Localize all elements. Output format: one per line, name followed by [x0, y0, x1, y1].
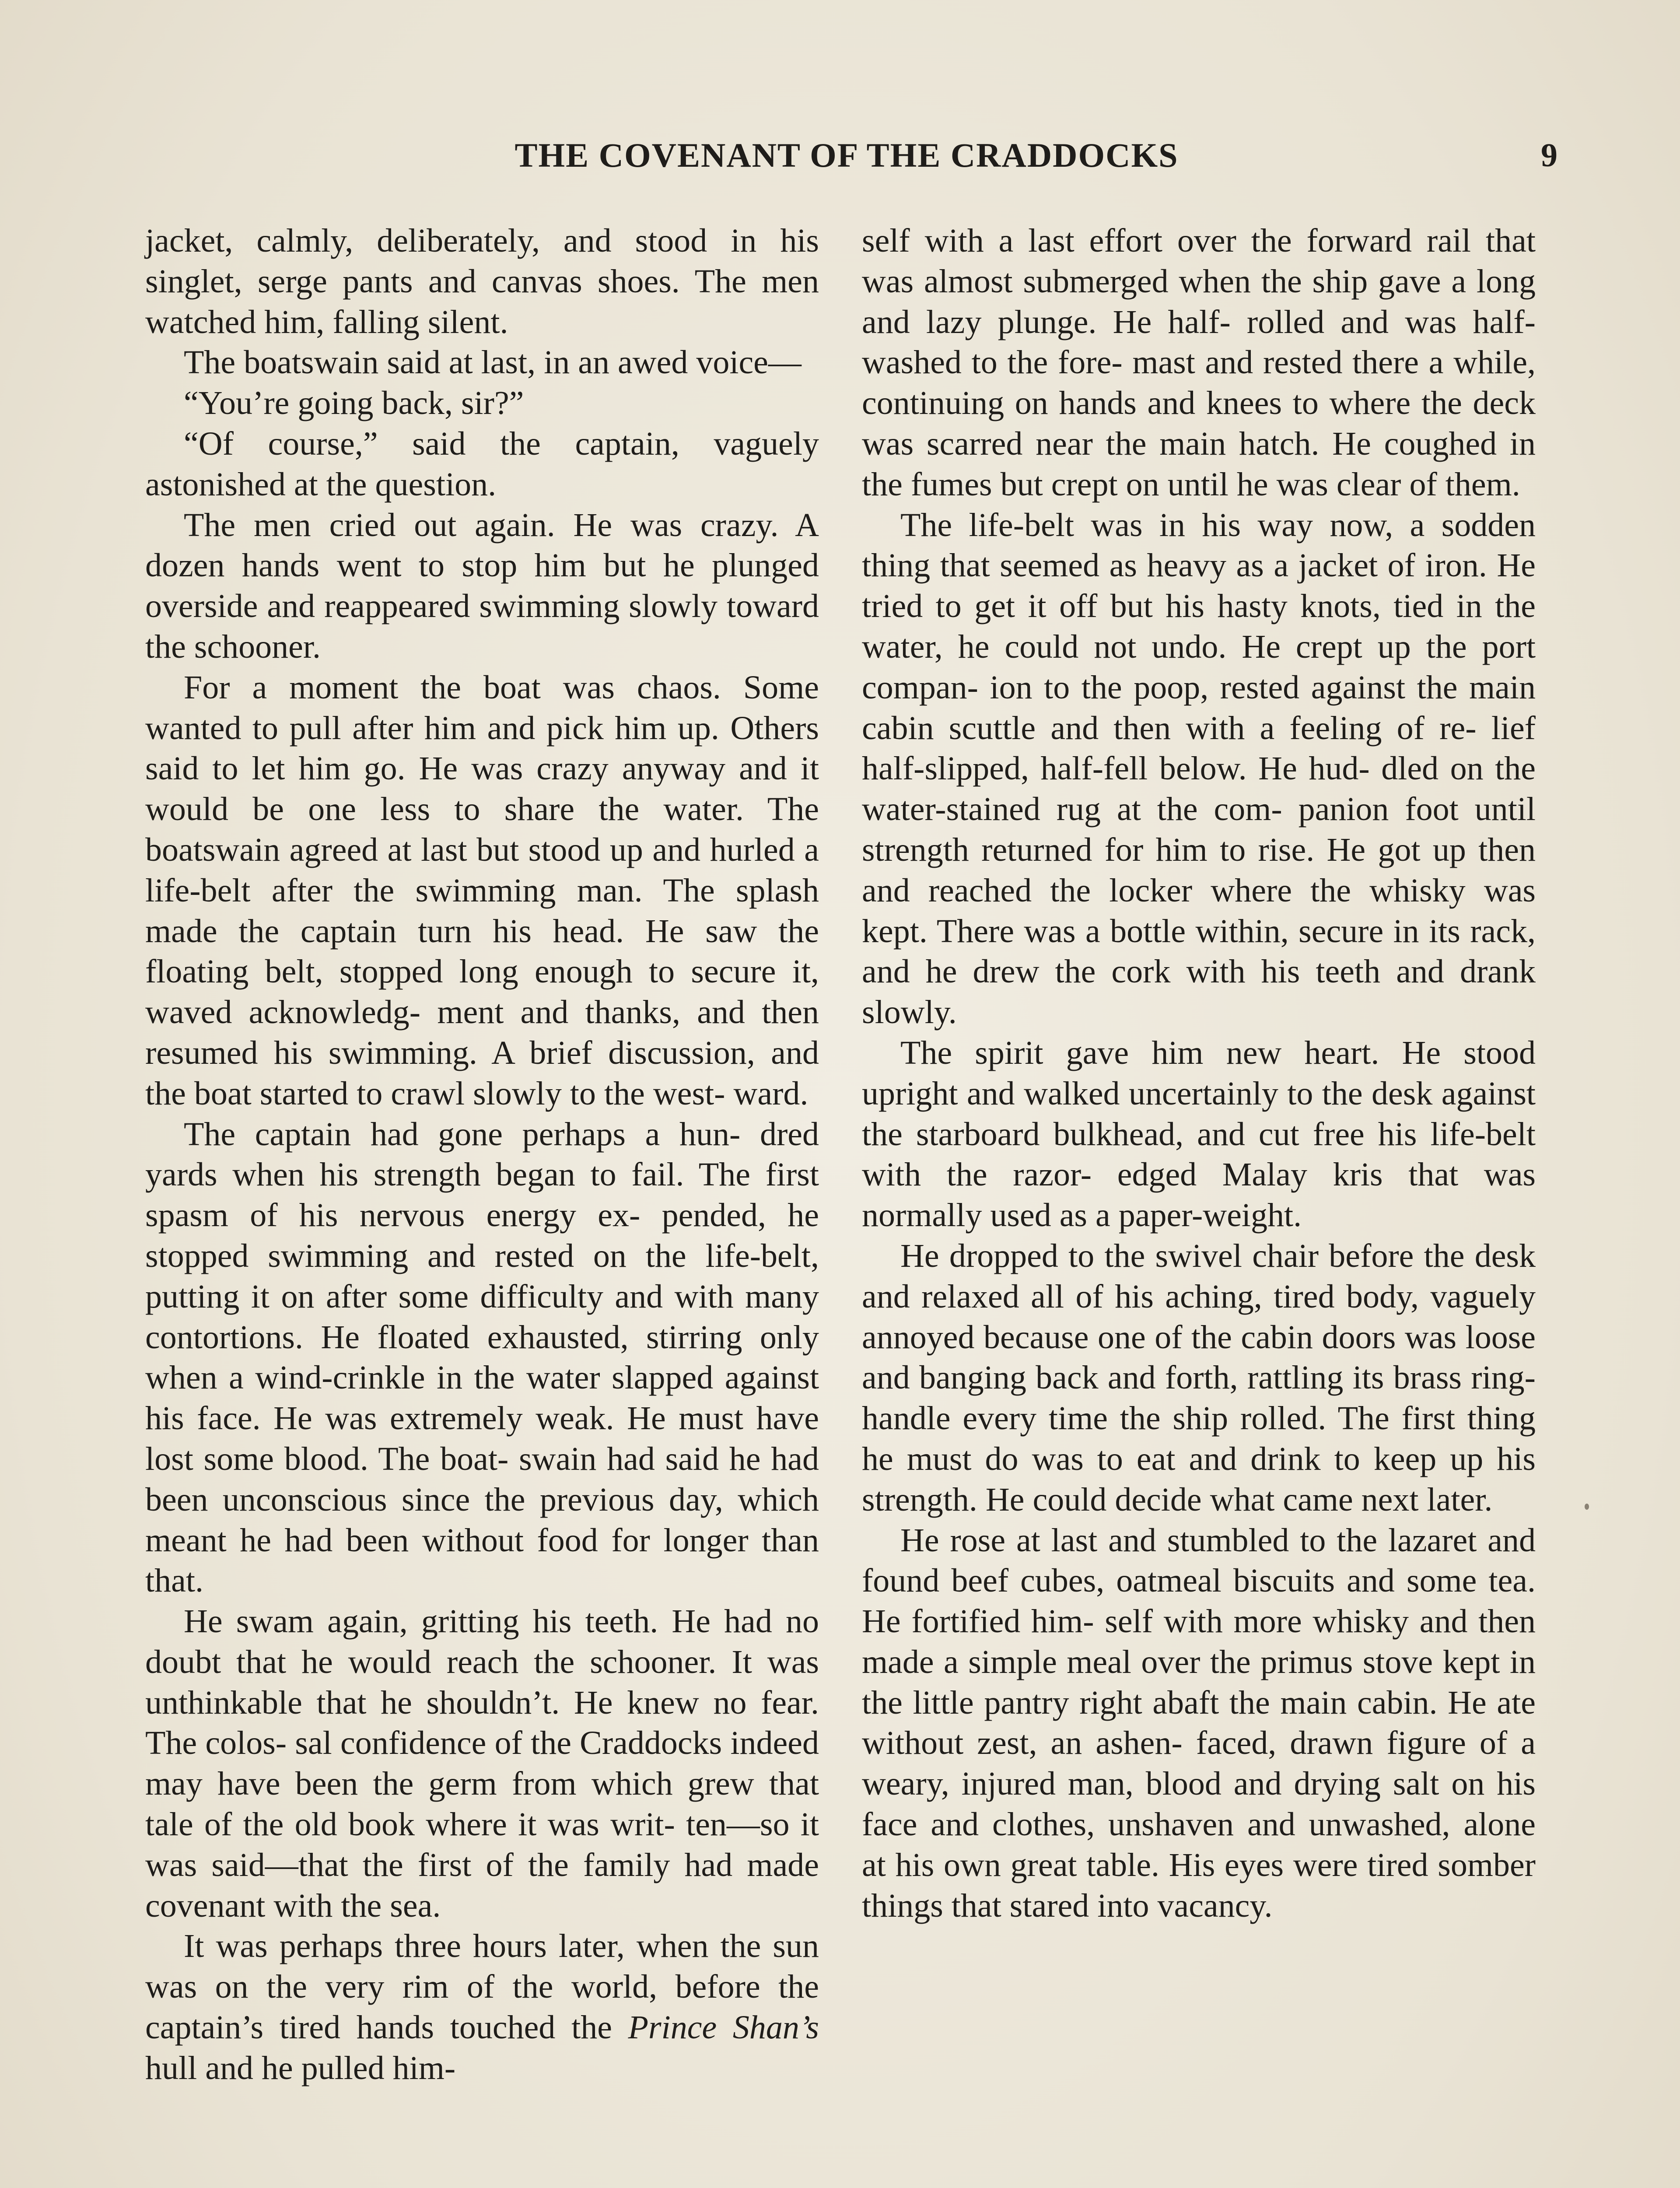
- text-line: tired body, vaguely annoyed because one: [862, 1278, 1536, 1356]
- paragraph: [862, 505, 1536, 1033]
- text-line: was crazy anyway and it would be one: [145, 750, 819, 828]
- text-line: There was a bottle within, secure in its: [936, 912, 1460, 950]
- text-line: crazy. A dozen hands went to stop him: [145, 506, 819, 584]
- text-line: that tale of the old book where it was writ-: [145, 1765, 819, 1843]
- text-line: He swam again, gritting his teeth. He: [184, 1603, 711, 1640]
- text-line: biscuits and some tea. He fortified him-: [862, 1562, 1536, 1640]
- paragraph: [862, 1236, 1536, 1520]
- text-line: scarred near the main hatch. He coughed: [926, 425, 1497, 462]
- text-line: The men watched him, falling silent.: [145, 263, 819, 340]
- text-line: He rose at last and stumbled to the: [900, 1522, 1378, 1559]
- text-line: dled on the water-stained rug at the com-: [862, 750, 1536, 828]
- text-line: ment and thanks, and then resumed his: [145, 994, 819, 1071]
- text-line: man, blood and drying salt on his face: [862, 1765, 1536, 1843]
- text-line: the sun was on the very rim of the world,: [145, 1928, 819, 2006]
- text-line: jacket, calmly, deliberately, and stood in: [145, 222, 757, 259]
- text-line: and clothes, unshaven and unwashed,: [931, 1806, 1450, 1843]
- running-head: [0, 131, 1680, 179]
- text-line: lief half-slipped, half-fell below. He hud-: [862, 709, 1536, 787]
- text-line: He dropped to the swivel chair before: [900, 1237, 1414, 1274]
- text-line: back and forth, rattling its brass ring-: [1036, 1359, 1536, 1396]
- text-line: but he plunged overside and reappeared: [145, 547, 819, 625]
- text-line: in the little pantry right abaft the main: [862, 1643, 1536, 1721]
- text-line: swimming. A brief discussion, and the: [145, 1034, 819, 1112]
- text-line: enough to secure it, waved acknowledg-: [145, 953, 819, 1031]
- text-line: as a paper-weight.: [1059, 1197, 1302, 1234]
- text-line: pended, he stopped swimming and rested: [145, 1197, 819, 1274]
- text-line: dred yards when his strength began to fail.: [145, 1115, 819, 1193]
- text-line: gave a long and lazy plunge. He half-: [862, 263, 1536, 340]
- text-line: what came next later.: [1210, 1481, 1493, 1518]
- paragraph: [145, 1926, 819, 2088]
- text-line: voice—: [696, 344, 802, 381]
- paragraph: [145, 424, 819, 505]
- text-line: simple meal over the primus stove kept: [968, 1643, 1500, 1680]
- text-line: sal confidence of the Craddocks indeed: [295, 1725, 819, 1762]
- text-line: ward.: [733, 1075, 808, 1112]
- left-column: [145, 221, 819, 2089]
- text-line: the desk and relaxed all of his aching,: [862, 1237, 1536, 1315]
- paragraph: [145, 342, 819, 383]
- text-line: had been without food for longer than that.: [145, 1522, 819, 1599]
- text-line: “Of course,” said the captain, vaguely: [184, 425, 819, 462]
- text-line: since the previous day, which meant he: [145, 1481, 819, 1559]
- paragraph: [145, 383, 819, 424]
- text-line: him to rise. He got up then and reached: [862, 831, 1536, 909]
- text-line: alone at his own great table. His eyes: [862, 1806, 1536, 1883]
- text-line: of the cabin doors was loose and banging: [862, 1318, 1536, 1396]
- text-line: had no doubt that he would reach the: [145, 1603, 819, 1680]
- text-line: less to share the water. The boatswain: [145, 791, 819, 868]
- text-line: He must have lost some blood. The boat-: [145, 1400, 819, 1477]
- text-line: astonished at the question.: [145, 466, 497, 503]
- text-line: his hasty knots, tied in the water, he could: [862, 588, 1536, 665]
- text-line: were tired somber things that stared into: [862, 1846, 1536, 1924]
- text-line: The men cried out again. He was: [184, 506, 682, 543]
- text-line: agreed at last but stood up and hurled a: [289, 831, 819, 868]
- text-line: The first spasm of his nervous energy ex-: [145, 1156, 819, 1234]
- text-line: self with a last effort over the forward rail: [862, 222, 1471, 259]
- paragraph: [145, 1601, 819, 1926]
- text-line: on the life-belt, putting it on after some: [145, 1237, 819, 1315]
- text-line: mast and rested there a while, continuing: [862, 344, 1536, 422]
- text-line: stood upright and walked uncertainly to: [862, 1034, 1536, 1112]
- text-line: ten—so it was said—that the first of the: [145, 1806, 819, 1883]
- text-line: may have been the germ from which grew: [145, 1765, 754, 1802]
- text-line: swain had said he had been unconscious: [145, 1440, 819, 1518]
- text-line: in the fumes but crept on until he was: [862, 425, 1536, 503]
- text-line: the desk against the starboard bulkhead,: [862, 1075, 1536, 1153]
- text-line: panion foot until strength returned for: [862, 791, 1536, 868]
- text-line: his singlet, serge pants and canvas shoes.: [145, 222, 819, 300]
- paragraph: [145, 1114, 819, 1602]
- text-line: and cut free his life-belt with the razor-: [862, 1115, 1536, 1193]
- text-fragment: the: [571, 2009, 628, 2046]
- text-line: The captain had gone perhaps a hun-: [184, 1115, 741, 1153]
- text-line: swimming slowly toward the schooner.: [145, 588, 819, 665]
- text-line: and drank slowly.: [862, 953, 1536, 1031]
- paragraph: [862, 1520, 1536, 1926]
- text-line: faced, drawn figure of a weary, injured: [862, 1725, 1536, 1802]
- text-line: It was perhaps three hours later, when: [184, 1928, 709, 1965]
- text-line: jacket of iron. He tried to get it off but: [862, 547, 1536, 625]
- ship-name: Prince Shan’s: [628, 2009, 819, 2046]
- text-line: He saw the floating belt, stopped long: [145, 912, 819, 990]
- text-line: self with more whisky and then made a: [862, 1603, 1536, 1680]
- text-line: before the captain’s tired hands touched: [145, 1968, 819, 2046]
- text-line: splash made the captain turn his head.: [145, 872, 819, 950]
- text-line: sodden thing that seemed as heavy as a: [862, 506, 1536, 584]
- text-line: first thing he must do was to eat and drink: [862, 1400, 1536, 1477]
- paragraph: [862, 221, 1536, 505]
- paragraph: [145, 221, 819, 342]
- paragraph: [145, 667, 819, 1114]
- text-line: He floated exhausted, stirring only when: [145, 1318, 819, 1396]
- text-line: clear of them.: [1336, 466, 1520, 503]
- text-line: family had made covenant with the sea.: [145, 1846, 819, 1924]
- text-line: that was almost submerged when the ship: [862, 222, 1536, 300]
- text-line: ion to the poop, rested against the main: [990, 669, 1536, 706]
- text-line: a wind-crinkle in the water slapped: [229, 1359, 714, 1396]
- text-line: edged Malay kris that was normally used: [862, 1156, 1536, 1234]
- text-line: shouldn’t. He knew no fear. The colos-: [145, 1684, 819, 1762]
- text-line: the locker where the whisky was kept.: [862, 872, 1536, 950]
- text-line: The life-belt was in his way now, a: [900, 506, 1425, 543]
- text-fragment: hull and he pulled him-: [145, 2049, 456, 2086]
- text-line: cabin. He ate without zest, an ashen-: [862, 1684, 1536, 1762]
- right-column: [862, 221, 1536, 1926]
- text-line: The spirit gave him new heart. He: [900, 1034, 1441, 1071]
- text-line: life-belt after the swimming man. The: [145, 872, 715, 909]
- text-line: rolled and was half-washed to the fore-: [862, 303, 1536, 381]
- text-line: schooner. It was unthinkable that he: [145, 1643, 819, 1721]
- text-line: For a moment the boat was chaos.: [184, 669, 721, 706]
- text-line: boat started to crawl slowly to the west-: [194, 1075, 725, 1112]
- text-line: cabin scuttle and then with a feeling of re-: [862, 709, 1477, 747]
- text-line: handle every time the ship rolled. The: [862, 1400, 1390, 1437]
- running-title: THE COVENANT OF THE CRADDOCKS: [514, 136, 1179, 174]
- text-line: vacancy.: [1157, 1887, 1273, 1924]
- page-number: 9: [1541, 137, 1558, 174]
- text-line: rack, and he drew the cork with his teeth: [862, 912, 1536, 990]
- text-line: him up. Others said to let him go. He: [145, 709, 819, 787]
- text-line: “You’re going back, sir?”: [184, 385, 524, 422]
- text-line: on hands and knees to where the deck was: [862, 385, 1536, 462]
- text-line: against his face. He was extremely weak.: [145, 1359, 819, 1437]
- paragraph: [862, 1033, 1536, 1236]
- text-line: not undo. He crept up the port compan-: [862, 628, 1536, 706]
- text-line: difficulty and with many contortions.: [145, 1278, 819, 1356]
- text-line: Some wanted to pull after him and pick: [145, 669, 819, 747]
- paragraph: [145, 505, 819, 667]
- paper-speck: [1585, 1504, 1589, 1510]
- text-line: lazaret and found beef cubes, oatmeal: [862, 1522, 1536, 1599]
- text-line: to keep up his strength. He could decide: [862, 1440, 1536, 1518]
- text-line: The boatswain said at last, in an awed: [184, 344, 688, 381]
